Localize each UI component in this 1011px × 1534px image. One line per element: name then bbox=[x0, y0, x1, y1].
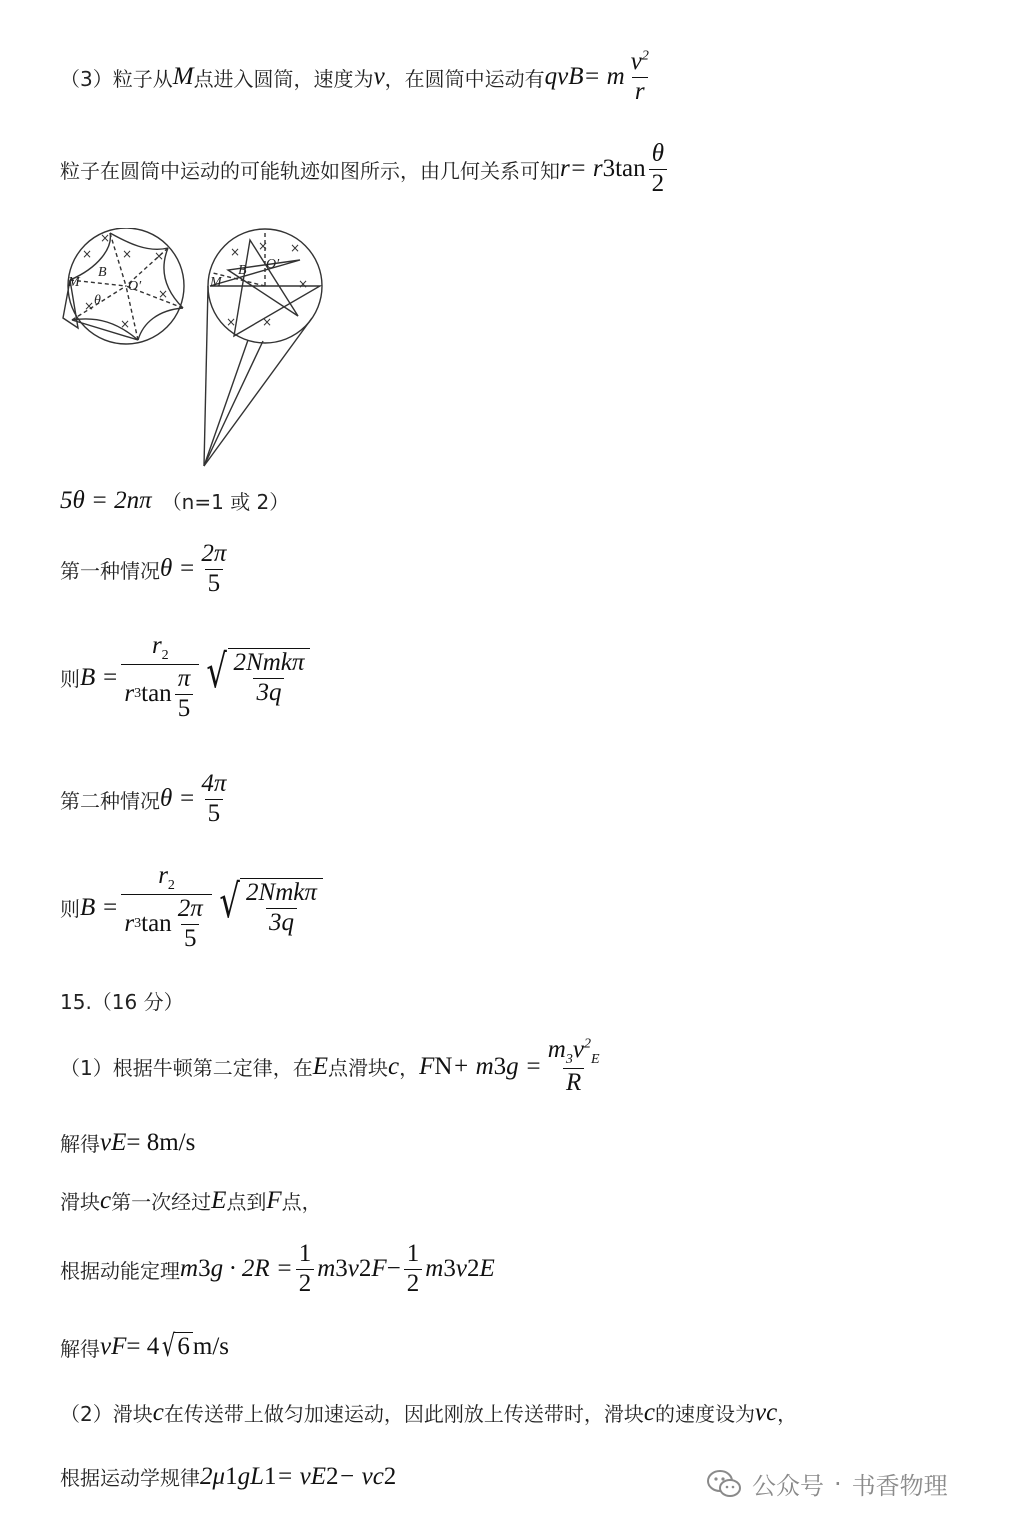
fraction: $\frac{\pi}{5}$ bbox=[175, 665, 194, 724]
svg-text:×: × bbox=[258, 239, 269, 253]
fraction: $\frac{\text{2Nmkπ}}{3q}$ bbox=[233, 649, 305, 706]
sqrt: √ $\frac{\text{2Nmkπ}}{3q}$ bbox=[202, 648, 310, 708]
line-apex-1 bbox=[204, 286, 208, 466]
line-apex-2 bbox=[204, 340, 248, 466]
fraction: $\frac{1}{2}$ bbox=[404, 1240, 423, 1299]
part1-line: （1）根据牛顿第二定律，在 E 点滑块 c ， F N + m 3 g = $\frac{m_3v^2_E}{R}$ bbox=[60, 1036, 606, 1098]
svg-text:B: B bbox=[238, 263, 247, 278]
pass-line: 滑块 c 第一次经过 E 点到 F 点， bbox=[60, 1186, 322, 1214]
svg-text:×: × bbox=[122, 247, 133, 261]
svg-text:M: M bbox=[68, 275, 80, 290]
svg-text:O′: O′ bbox=[128, 279, 142, 294]
fraction: $\frac{1}{2}$ bbox=[296, 1240, 315, 1299]
b1-line: 则 B = $r_2$ r 3 tan $\frac{\pi}{5}$ √ $\frac{\text{2Nmkπ}}{3q}$ bbox=[60, 632, 310, 724]
svg-text:×: × bbox=[230, 245, 241, 259]
fraction: $\frac{\text{2Nmkπ}}{3q}$ bbox=[246, 879, 317, 936]
svg-text:×: × bbox=[100, 231, 111, 245]
watermark: 公众号 · 书香物理 bbox=[706, 1466, 948, 1501]
geometry-line: 粒子在圆筒中运动的可能轨迹如图所示，由几何关系可知 r = r 3 tan $\frac{\theta}{2}$ bbox=[60, 140, 670, 199]
svg-text:×: × bbox=[154, 249, 165, 263]
wechat-icon bbox=[706, 1469, 742, 1499]
condition-line: 5θ = 2nπ （n=1 或 2） bbox=[60, 486, 290, 514]
case2-line: 第二种情况 θ = $\frac{4\pi}{5}$ bbox=[60, 770, 232, 829]
part2-line: （2）滑块 c 在传送带上做匀加速运动，因此刚放上传送带时，滑块 c 的速度设为 v c ， bbox=[60, 1398, 798, 1426]
line-apex-4 bbox=[204, 318, 312, 466]
case1-line: 第一种情况 θ = $\frac{2\pi}{5}$ bbox=[60, 540, 232, 599]
question-15-title: 15.（16 分） bbox=[60, 990, 184, 1014]
svg-text:×: × bbox=[262, 315, 273, 329]
solve-ve-line: 解得 v E = 8m/s bbox=[60, 1128, 196, 1156]
svg-text:×: × bbox=[290, 241, 301, 255]
svg-text:×: × bbox=[84, 299, 95, 313]
svg-text:O′: O′ bbox=[266, 257, 280, 272]
svg-text:×: × bbox=[82, 247, 93, 261]
kinematics-line: 根据运动学规律 2μ 1 gL 1 = v E 2 − v c 2 bbox=[60, 1462, 397, 1490]
fraction: $r_2$ r 3 tan $\frac{2\pi}{5}$ bbox=[121, 862, 211, 954]
fraction: $r_2$ r 3 tan $\frac{\pi}{5}$ bbox=[121, 632, 199, 724]
svg-text:×: × bbox=[226, 315, 237, 329]
svg-text:×: × bbox=[298, 277, 309, 291]
line-apex-3 bbox=[204, 341, 263, 466]
trajectory-diagram bbox=[58, 228, 338, 473]
sqrt: √ 6 bbox=[159, 1332, 193, 1362]
svg-text:×: × bbox=[158, 287, 169, 301]
fraction: $\frac{m_3v^2_E}{R}$ bbox=[547, 1036, 600, 1097]
svg-text:M: M bbox=[210, 275, 222, 290]
part3-line: （3）粒子从 M 点进入圆筒，速度为 v ，在圆筒中运动有 qvB = m $\frac{v^2}{r}$ bbox=[60, 48, 655, 107]
solve-vf-line: 解得 v F = 4 √ 6 m/s bbox=[60, 1329, 229, 1364]
svg-text:θ: θ bbox=[94, 293, 101, 308]
fraction: $\frac{2\pi}{5}$ bbox=[201, 540, 227, 597]
kinetic-energy-line: 根据动能定理 m 3 g · 2R = $\frac{1}{2}$ m 3 v 2 F − $\frac{1}{2}$ m 3 v 2 E bbox=[60, 1240, 495, 1297]
fraction: $\frac{\theta}{2}$ bbox=[649, 140, 668, 199]
svg-text:×: × bbox=[120, 317, 131, 331]
b2-line: 则 B = $r_2$ r 3 tan $\frac{2\pi}{5}$ √ $\frac{\text{2Nmkπ}}{3q}$ bbox=[60, 862, 323, 954]
fraction: $\frac{4\pi}{5}$ bbox=[201, 770, 227, 827]
fraction: $\frac{2\pi}{5}$ bbox=[177, 895, 203, 952]
fraction: $\frac{v^2}{r}$ bbox=[630, 48, 649, 105]
svg-text:B: B bbox=[98, 265, 107, 280]
sqrt: √ $\frac{\text{2Nmkπ}}{3q}$ bbox=[215, 878, 323, 938]
